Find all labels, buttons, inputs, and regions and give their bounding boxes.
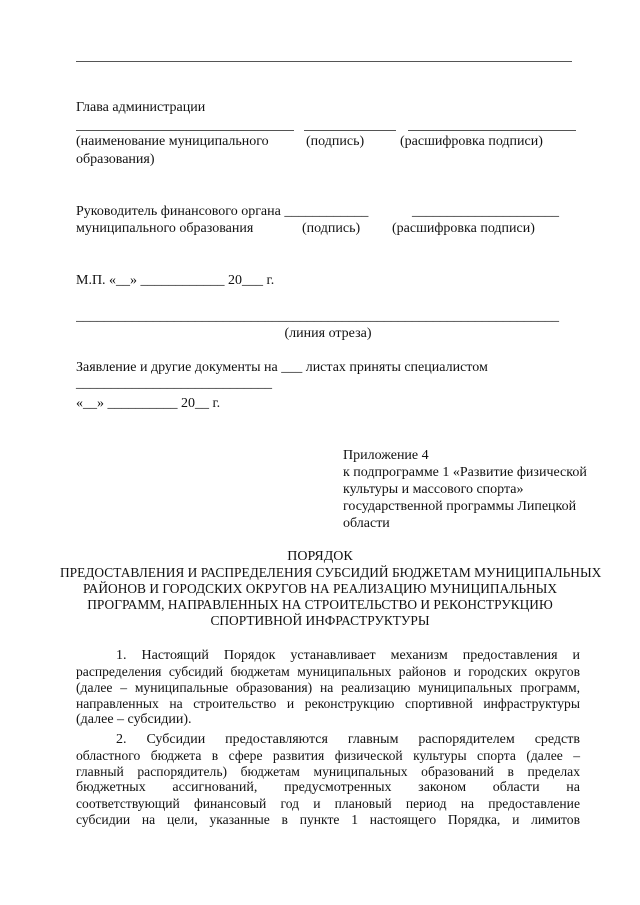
signature-line [408,130,576,131]
paragraph-1-line: распределения субсидий бюджетам муниципальных районов и городских округов [76,664,580,679]
municipality-name-caption: (наименование муниципального [76,134,269,149]
signature-caption: (подпись) [306,134,365,149]
appendix-line: к подпрограмме 1 «Развитие физической [343,465,587,480]
signature-caption: (подпись) [302,221,361,236]
document-title-line: ПРЕДОСТАВЛЕНИЯ И РАСПРЕДЕЛЕНИЯ СУБСИДИЙ БЮДЖЕТАМ МУНИЦИПАЛЬНЫХ [60,565,602,580]
paragraph-2-line: областного бюджета в сфере развития физической культуры спорта (далее – [76,748,580,763]
paragraph-2-line: 2. Субсидии предоставляются главным распорядителем средств [116,732,580,747]
finance-head-label-cont: муниципального образования [76,221,254,236]
paragraph-2-line: соответствующий финансовый год и плановый период на предоставление [76,796,580,811]
seal-date-line: М.П. «__» ____________ 20___ г. [76,273,275,288]
document-title: ПОРЯДОК [287,549,353,564]
document-title-line: РАЙОНОВ И ГОРОДСКИХ ОКРУГОВ НА РЕАЛИЗАЦИЮ МУНИЦИПАЛЬНЫХ [82,581,558,596]
municipality-name-caption-cont: образования) [76,152,155,167]
finance-head-blank: _____________________ [412,204,559,219]
signature-decoding-caption: (расшифровка подписи) [400,134,543,149]
signature-line [76,130,294,131]
top-rule [76,61,572,62]
paragraph-1-line: направленных на строительство и реконструкцию спортивной инфраструктуры [76,696,580,711]
appendix-line: культуры и массового спорта» [343,482,524,497]
head-of-administration-label: Глава администрации [76,100,206,115]
receipt-date: «__» __________ 20__ г. [76,396,221,411]
signature-decoding-caption: (расшифровка подписи) [392,221,535,236]
receipt-statement: Заявление и другие документы на ___ листах приняты специалистом [76,360,488,375]
cut-line: _____________________________________________________________________ [76,309,559,324]
appendix-heading: Приложение 4 [343,448,429,463]
receipt-specialist-blank: ____________________________ [76,376,272,391]
cut-line-caption: (линия отреза) [284,326,372,341]
signature-line [304,130,396,131]
document-title-line: ПРОГРАММ, НАПРАВЛЕННЫХ НА СТРОИТЕЛЬСТВО И РЕКОНСТРУКЦИЮ [87,597,553,612]
paragraph-1-line: (далее – субсидии). [76,712,192,727]
finance-head-label: Руководитель финансового органа ____________ [76,204,369,219]
paragraph-1-line: (далее – муниципальные образования) на реализацию муниципальных программ, [76,680,580,695]
appendix-line: государственной программы Липецкой [343,499,577,514]
paragraph-2-line: бюджетных ассигнований, предусмотренных законом области на [76,780,580,795]
paragraph-2-line: главный распорядитель) бюджетам муниципальных образований в пределах [76,764,580,779]
document-title-line: СПОРТИВНОЙ ИНФРАСТРУКТУРЫ [210,613,430,628]
paragraph-2-line: субсидии на цели, указанные в пункте 1 настоящего Порядка, и лимитов [76,812,580,827]
appendix-line: области [343,516,390,531]
paragraph-1-line: 1. Настоящий Порядок устанавливает механизм предоставления и [116,648,580,663]
